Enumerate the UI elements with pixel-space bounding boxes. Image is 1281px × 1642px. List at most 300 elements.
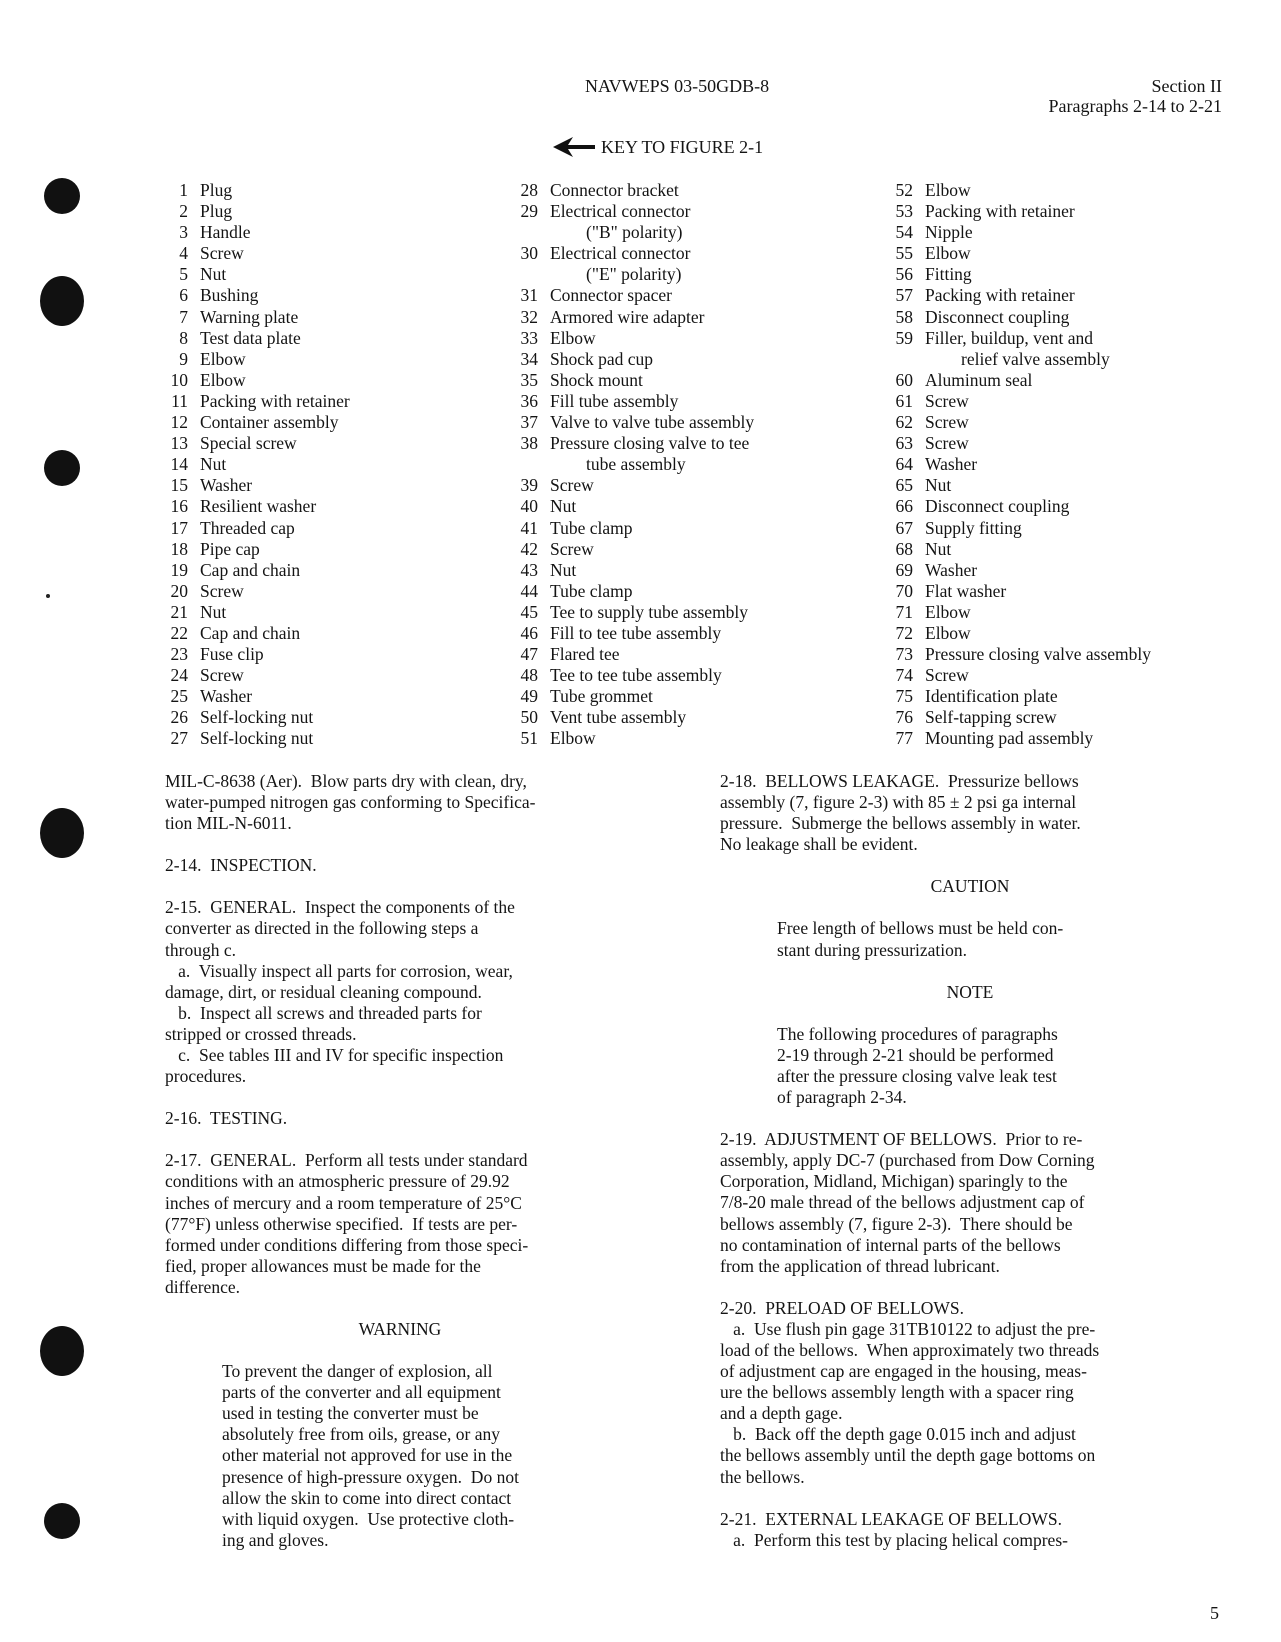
key-item-number: 60 (895, 369, 913, 390)
key-item-number: 72 (895, 622, 913, 643)
key-item-number: 46 (520, 622, 538, 643)
key-row (152, 201, 350, 222)
key-item-number: 74 (895, 665, 913, 686)
text-line: converter as directed in the following steps a (165, 918, 479, 939)
key-item-text: Screw (200, 665, 244, 686)
text-line: 2-19. ADJUSTMENT OF BELLOWS. Prior to re- (720, 1129, 1083, 1150)
key-item-number: 56 (895, 264, 913, 285)
key-item-number (877, 349, 913, 370)
key-item-text: Electrical connector (550, 201, 691, 222)
key-item-text: Container assembly (200, 412, 339, 433)
text-line: Free length of bellows must be held con- (777, 918, 1064, 939)
key-item-text: Shock mount (550, 369, 643, 390)
key-item-number: 61 (895, 390, 913, 411)
key-row (877, 686, 1151, 707)
key-item-number (502, 264, 538, 285)
key-item-text: Mounting pad assembly (925, 728, 1094, 749)
key-row (152, 602, 350, 623)
line-gap (720, 1108, 1220, 1129)
key-row (877, 201, 1151, 222)
key-row (502, 180, 754, 201)
key-item-number: 35 (520, 369, 538, 390)
line-gap (720, 1003, 1220, 1024)
text-line: procedures. (165, 1066, 247, 1087)
key-row (502, 496, 754, 517)
key-item-number: 7 (179, 306, 188, 327)
key-row (877, 560, 1151, 581)
key-item-text: Elbow (200, 369, 246, 390)
key-row (502, 412, 754, 433)
key-item-text: Self-locking nut (200, 707, 314, 728)
key-item-text: Cap and chain (200, 622, 301, 643)
text-line: 2-17. GENERAL. Perform all tests under standard (165, 1150, 528, 1171)
key-item-number (502, 222, 538, 243)
key-row (152, 264, 350, 285)
text-line: assembly (7, figure 2-3) with 85 ± 2 psi ga internal (720, 792, 1077, 813)
key-item-text: Vent tube assembly (550, 707, 687, 728)
key-row (502, 581, 754, 602)
key-row (502, 728, 754, 749)
text-line: 2-16. TESTING. (165, 1108, 288, 1129)
text-line: b. Back off the depth gage 0.015 inch and adjust (720, 1424, 1076, 1445)
key-item-number: 10 (170, 369, 188, 390)
key-row (502, 349, 754, 370)
key-item-number: 57 (895, 285, 913, 306)
key-item-number: 58 (895, 306, 913, 327)
text-line: ure the bellows assembly length with a spacer ring (720, 1382, 1074, 1403)
text-line: 2-21. EXTERNAL LEAKAGE OF BELLOWS. (720, 1508, 1063, 1529)
line-gap (165, 834, 635, 855)
text-line: ing and gloves. (222, 1529, 329, 1550)
key-item-number: 12 (170, 412, 188, 433)
key-item-text: Tube clamp (550, 580, 633, 601)
scan-speck (46, 594, 50, 598)
key-row (877, 412, 1151, 433)
key-item-text: Connector spacer (550, 285, 672, 306)
key-row (152, 644, 350, 665)
key-item-number: 34 (520, 348, 538, 369)
text-line: 2-15. GENERAL. Inspect the components of the (165, 897, 515, 918)
key-item-number: 38 (520, 433, 538, 454)
key-item-text: Pipe cap (200, 538, 260, 559)
section-label: Section II (1151, 76, 1222, 96)
key-item-number: 66 (895, 496, 913, 517)
text-line: of paragraph 2-34. (777, 1087, 907, 1108)
key-item-text: Bushing (200, 285, 259, 306)
key-row (877, 728, 1151, 749)
text-line: 2-14. INSPECTION. (165, 855, 317, 876)
key-item-number: 1 (179, 180, 188, 200)
key-row (502, 285, 754, 306)
line-gap (165, 1340, 635, 1361)
key-item-text: tube assembly (586, 454, 686, 475)
key-item-text: Identification plate (925, 686, 1058, 707)
key-item-number: 44 (520, 580, 538, 601)
key-row (502, 433, 754, 454)
text-line: The following procedures of paragraphs (777, 1023, 1058, 1044)
line-gap (720, 961, 1220, 982)
text-line: parts of the converter and all equipment (222, 1382, 501, 1403)
key-item-number: 64 (895, 454, 913, 475)
key-row (502, 391, 754, 412)
key-item-text: Resilient washer (200, 496, 317, 517)
key-item-number: 52 (895, 180, 913, 200)
key-row (877, 264, 1151, 285)
key-item-text: ("B" polarity) (586, 222, 683, 243)
binder-hole (44, 1503, 80, 1539)
key-item-number: 13 (170, 433, 188, 454)
key-item-number: 30 (520, 243, 538, 264)
text-line: assembly, apply DC-7 (purchased from Dow Corning (720, 1150, 1095, 1171)
key-item-number: 15 (170, 475, 188, 496)
key-item-text: Screw (200, 243, 244, 264)
key-item-number: 18 (170, 538, 188, 559)
key-item-number: 17 (170, 517, 188, 538)
text-line: 2-19 through 2-21 should be performed (777, 1044, 1054, 1065)
text-line: stant during pressurization. (777, 939, 968, 960)
text-line: a. Use flush pin gage 31TB10122 to adjust the pre- (720, 1318, 1096, 1339)
line-gap (720, 855, 1220, 876)
note-heading: NOTE (946, 981, 994, 1002)
text-line: tion MIL-N-6011. (165, 813, 292, 834)
key-item-number: 43 (520, 559, 538, 580)
key-row (877, 539, 1151, 560)
text-line: conditions with an atmospheric pressure of 29.92 (165, 1171, 510, 1192)
key-item-text: Threaded cap (200, 517, 295, 538)
text-line: inches of mercury and a room temperature of 25°C (165, 1192, 522, 1213)
key-item-number: 16 (170, 496, 188, 517)
key-row (877, 623, 1151, 644)
key-title-text: KEY TO FIGURE 2-1 (601, 136, 764, 157)
key-item-number: 47 (520, 644, 538, 665)
key-item-number: 70 (895, 580, 913, 601)
key-row (877, 581, 1151, 602)
text-line: other material not approved for use in the (222, 1445, 513, 1466)
key-row (877, 496, 1151, 517)
paragraphs-label: Paragraphs 2-14 to 2-21 (1048, 96, 1222, 116)
key-row (877, 243, 1151, 264)
key-item-text: Self-locking nut (200, 728, 314, 749)
text-line: To prevent the danger of explosion, all (222, 1361, 493, 1382)
key-row (152, 370, 350, 391)
text-line: 7/8-20 male thread of the bellows adjustment cap of (720, 1192, 1085, 1213)
key-item-number: 14 (170, 454, 188, 475)
key-item-text: Test data plate (200, 327, 301, 348)
key-item-number: 26 (170, 707, 188, 728)
key-item-number: 8 (179, 327, 188, 348)
key-item-text: Nut (550, 496, 577, 517)
key-item-text: Washer (925, 559, 978, 580)
key-item-text: Packing with retainer (925, 285, 1075, 306)
key-row (877, 518, 1151, 539)
key-item-number: 36 (520, 390, 538, 411)
text-line: 2-18. BELLOWS LEAKAGE. Pressurize bellows (720, 771, 1079, 791)
key-row (152, 475, 350, 496)
text-line: (77°F) unless otherwise specified. If tests are per- (165, 1213, 518, 1234)
key-row (877, 602, 1151, 623)
key-item-text: Elbow (550, 327, 596, 348)
text-line: used in testing the converter must be (222, 1403, 479, 1424)
key-row (502, 222, 754, 243)
text-line: with liquid oxygen. Use protective cloth- (222, 1508, 515, 1529)
key-item-text: Flat washer (925, 580, 1007, 601)
key-row (152, 285, 350, 306)
binder-hole (40, 1326, 84, 1376)
line-gap (165, 876, 635, 897)
key-column-2 (502, 180, 754, 750)
key-row (152, 686, 350, 707)
text-line: damage, dirt, or residual cleaning compound. (165, 981, 482, 1002)
key-item-text: Handle (200, 222, 251, 243)
key-item-text: Electrical connector (550, 243, 691, 264)
key-item-number: 76 (895, 707, 913, 728)
key-item-number: 27 (170, 728, 188, 749)
key-item-number: 65 (895, 475, 913, 496)
text-line: fied, proper allowances must be made for the (165, 1255, 481, 1276)
key-row (877, 349, 1151, 370)
key-row (877, 644, 1151, 665)
key-row (502, 665, 754, 686)
key-row (152, 728, 350, 749)
key-row (877, 328, 1151, 349)
key-item-text: Washer (200, 475, 253, 496)
key-item-text: Screw (550, 475, 594, 496)
key-item-number: 37 (520, 412, 538, 433)
key-item-text: Screw (925, 390, 969, 411)
binder-hole (44, 450, 80, 486)
key-row (152, 328, 350, 349)
key-row (152, 243, 350, 264)
key-item-text: Disconnect coupling (925, 306, 1070, 327)
key-item-text: Tube clamp (550, 517, 633, 538)
key-item-number: 33 (520, 327, 538, 348)
key-item-number: 6 (179, 285, 188, 306)
key-row (152, 349, 350, 370)
key-item-text: Aluminum seal (925, 369, 1033, 390)
key-row (152, 180, 350, 201)
key-item-text: Washer (200, 686, 253, 707)
key-item-text: Nut (925, 538, 952, 559)
key-item-number: 71 (895, 601, 913, 622)
text-line: load of the bellows. When approximately two threads (720, 1339, 1100, 1360)
key-row (152, 707, 350, 728)
key-item-number: 48 (520, 665, 538, 686)
key-item-text: Elbow (200, 348, 246, 369)
key-row (877, 707, 1151, 728)
key-item-text: Tee to supply tube assembly (550, 601, 749, 622)
text-line: after the pressure closing valve leak test (777, 1065, 1057, 1086)
key-item-text: Screw (200, 580, 244, 601)
key-item-number: 2 (179, 201, 188, 222)
key-item-text: Valve to valve tube assembly (550, 412, 755, 433)
key-item-number: 69 (895, 559, 913, 580)
key-item-text: Warning plate (200, 306, 299, 327)
key-row (877, 370, 1151, 391)
key-item-text: Packing with retainer (925, 201, 1075, 222)
key-item-text: Nut (200, 601, 227, 622)
key-item-number: 3 (179, 222, 188, 243)
left-text-column (165, 771, 635, 1551)
key-item-number: 63 (895, 433, 913, 454)
key-item-text: Elbow (925, 622, 971, 643)
key-row (877, 454, 1151, 475)
key-row (502, 707, 754, 728)
binder-hole (40, 808, 84, 858)
key-row (502, 623, 754, 644)
text-line: formed under conditions differing from those speci- (165, 1234, 529, 1255)
key-row (152, 391, 350, 412)
key-row (502, 264, 754, 285)
page-number: 5 (1210, 1603, 1219, 1623)
key-item-number (502, 454, 538, 475)
key-item-text: Elbow (925, 601, 971, 622)
line-gap (720, 1488, 1220, 1509)
key-item-number: 45 (520, 601, 538, 622)
key-row (152, 433, 350, 454)
text-line: through c. (165, 939, 236, 960)
key-row (877, 475, 1151, 496)
key-item-text: Plug (200, 201, 233, 222)
text-line: and a depth gage. (720, 1403, 843, 1424)
key-item-number: 49 (520, 686, 538, 707)
arrow-left-icon (553, 136, 597, 158)
note-heading: CAUTION (930, 876, 1010, 897)
key-item-number: 24 (170, 665, 188, 686)
key-row (502, 539, 754, 560)
key-item-number: 53 (895, 201, 913, 222)
key-row (502, 454, 754, 475)
key-item-number: 55 (895, 243, 913, 264)
key-row (502, 644, 754, 665)
key-row (877, 222, 1151, 243)
line-gap (720, 1277, 1220, 1298)
key-row (502, 370, 754, 391)
key-item-number: 29 (520, 201, 538, 222)
key-item-text: Flared tee (550, 644, 620, 665)
key-item-text: Nut (925, 475, 952, 496)
key-item-text: Nut (200, 264, 227, 285)
key-item-text: Fill tube assembly (550, 390, 679, 411)
key-row (877, 391, 1151, 412)
text-line: difference. (165, 1276, 240, 1297)
key-item-text: Nut (200, 454, 227, 475)
text-line: from the application of thread lubricant. (720, 1255, 1000, 1276)
key-row (502, 243, 754, 264)
key-item-text: Nut (550, 559, 577, 580)
key-row (502, 560, 754, 581)
text-line: of adjustment cap are engaged in the housing, meas- (720, 1361, 1087, 1382)
binder-hole (44, 178, 80, 214)
key-column-1 (152, 180, 350, 750)
key-row (502, 328, 754, 349)
text-line: allow the skin to come into direct contact (222, 1487, 512, 1508)
key-row (877, 433, 1151, 454)
text-line: b. Inspect all screws and threaded parts for (165, 1002, 482, 1023)
text-line: MIL-C-8638 (Aer). Blow parts dry with clean, dry, (165, 771, 527, 791)
line-gap (165, 1129, 635, 1150)
key-row (877, 180, 1151, 201)
key-item-text: Connector bracket (550, 180, 679, 200)
key-item-number: 41 (520, 517, 538, 538)
key-item-text: Disconnect coupling (925, 496, 1070, 517)
key-item-number: 54 (895, 222, 913, 243)
text-line: the bellows. (720, 1466, 805, 1487)
key-item-number: 42 (520, 538, 538, 559)
key-item-text: Self-tapping screw (925, 707, 1057, 728)
key-item-text: Washer (925, 454, 978, 475)
text-line: 2-20. PRELOAD OF BELLOWS. (720, 1297, 965, 1318)
text-line: presence of high-pressure oxygen. Do not (222, 1466, 519, 1487)
key-item-text: Pressure closing valve to tee (550, 433, 750, 454)
key-item-number: 68 (895, 538, 913, 559)
key-row (152, 623, 350, 644)
key-item-text: Fitting (925, 264, 972, 285)
key-row (502, 475, 754, 496)
key-item-number: 75 (895, 686, 913, 707)
key-item-text: Supply fitting (925, 517, 1022, 538)
line-gap (165, 1087, 635, 1108)
key-row (877, 285, 1151, 306)
key-item-text: Filler, buildup, vent and (925, 327, 1093, 348)
text-line: a. Visually inspect all parts for corrosion, wear, (165, 960, 513, 981)
key-item-text: Nipple (925, 222, 973, 243)
key-item-number: 51 (520, 728, 538, 749)
text-line: no contamination of internal parts of the bellows (720, 1234, 1061, 1255)
key-item-number: 11 (171, 390, 188, 411)
key-item-text: Tee to tee tube assembly (550, 665, 722, 686)
key-row (502, 201, 754, 222)
key-row (152, 581, 350, 602)
key-column-3 (877, 180, 1151, 750)
key-item-number: 20 (170, 580, 188, 601)
key-item-number: 59 (895, 327, 913, 348)
key-item-text: Elbow (925, 180, 971, 200)
line-gap (720, 897, 1220, 918)
key-item-number: 28 (520, 180, 538, 200)
key-item-text: Special screw (200, 433, 297, 454)
note-heading: WARNING (358, 1318, 442, 1339)
key-item-text: Elbow (550, 728, 596, 749)
text-line: absolutely free from oils, grease, or any (222, 1424, 500, 1445)
text-line: No leakage shall be evident. (720, 834, 918, 855)
key-row (502, 518, 754, 539)
key-row (152, 560, 350, 581)
key-item-number: 31 (520, 285, 538, 306)
key-item-text: Screw (550, 538, 594, 559)
key-item-text: Tube grommet (550, 686, 653, 707)
key-item-number: 4 (179, 243, 188, 264)
right-text-column (720, 771, 1220, 1551)
text-line: a. Perform this test by placing helical compres- (720, 1529, 1068, 1550)
key-item-number: 40 (520, 496, 538, 517)
key-row (152, 665, 350, 686)
key-item-number: 39 (520, 475, 538, 496)
key-item-number: 5 (179, 264, 188, 285)
key-item-number: 77 (895, 728, 913, 749)
key-item-number: 32 (520, 306, 538, 327)
key-row (877, 307, 1151, 328)
key-row (152, 539, 350, 560)
text-line: Corporation, Midland, Michigan) sparingly to the (720, 1171, 1068, 1192)
key-item-number: 50 (520, 707, 538, 728)
key-item-number: 62 (895, 412, 913, 433)
text-line: the bellows assembly until the depth gage bottoms on (720, 1445, 1096, 1466)
key-item-number: 23 (170, 644, 188, 665)
key-item-text: relief valve assembly (961, 348, 1110, 369)
key-item-text: Fuse clip (200, 644, 264, 665)
key-item-number: 22 (170, 622, 188, 643)
key-row (502, 686, 754, 707)
